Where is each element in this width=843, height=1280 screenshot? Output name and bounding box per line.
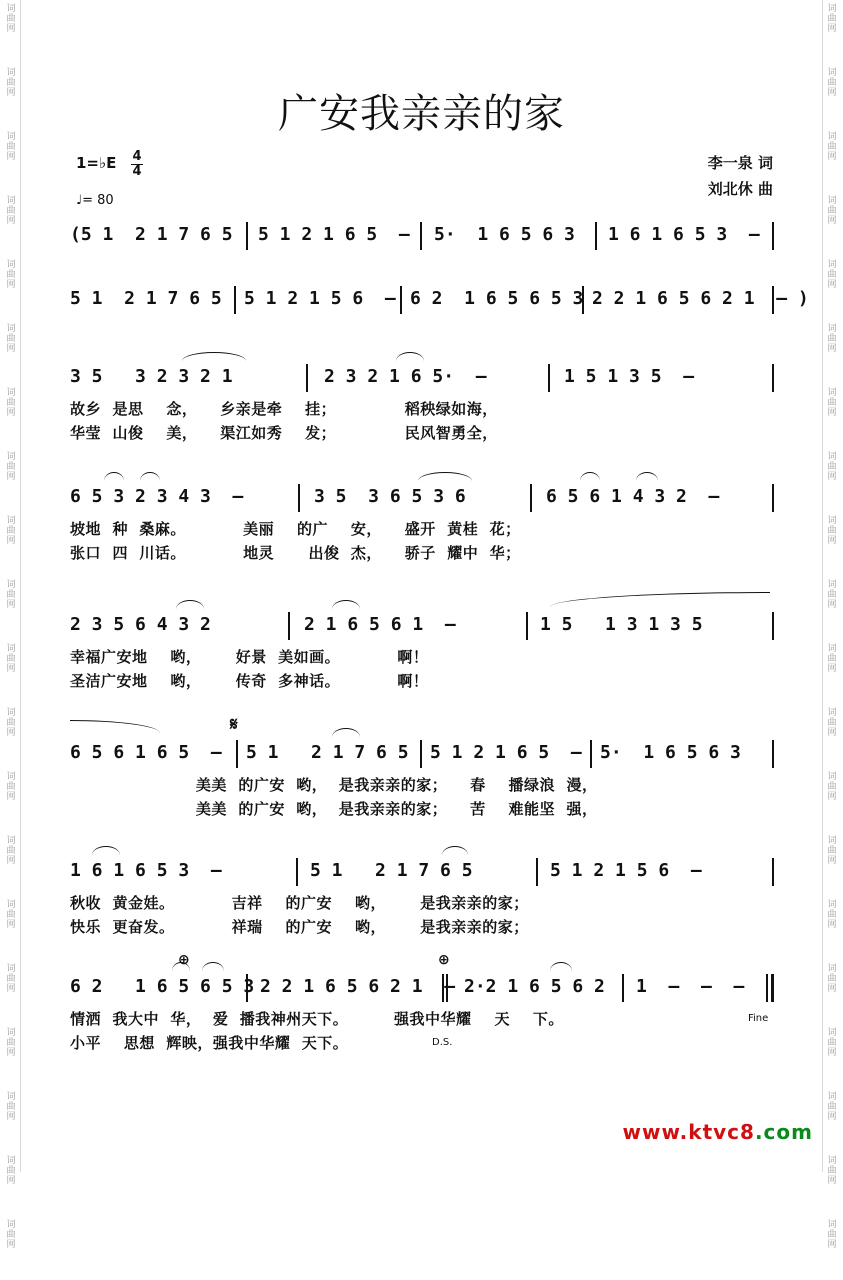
song-title: 广安我亲亲的家 [278,91,565,137]
lyric-line-1: 故乡 是思 念， 乡亲是牵 挂； 稻秧绿如海， [70,400,498,418]
watermark-right: 词 曲 网 词 曲 网 词 曲 网 词 曲 网 词 曲 网 词 曲 网 词 曲 网 词 曲 网 词 曲 网 词 曲 网 词 曲 网 词 曲 网 词 曲 网 词 曲 网 词 曲 网 词 曲 网 词 曲 网 词 曲 网 词 曲 网 词 曲 网 [827,4,837,1250]
measure: 5 1 2 1 7 6 5 [246,742,409,763]
tempo-marking: ♩= 80 [76,193,114,208]
measure: 2 1 6 5 6 1 — [304,614,456,635]
measure: 1 5 1 3 1 3 5 [540,614,703,635]
measure: 1 — — — [636,976,745,997]
lyric-line-2: 华莹 山俊 美， 渠江如秀 发； 民风智勇全， [70,424,498,442]
divider-right [822,0,823,1172]
measure: 1 6 1 6 5 3 — [70,860,222,881]
measure: 1 5 1 3 5 — [564,366,695,387]
coda-sign: ⊕ [438,952,450,968]
measure: 5 1 2 1 6 5 — [430,742,582,763]
fine-marking: Fine [748,1013,769,1024]
measure: 5 1 2 1 6 5 — [258,224,410,245]
measure: 6 2 1 6 5 6 5 3 [70,976,255,997]
measure: 2 3 2 1 6 5· — [324,366,487,387]
score-row [70,288,809,314]
key-signature: 1=♭E [76,154,117,172]
composer-credit: 刘北休 曲 [707,180,773,198]
measure: 1 6 1 6 5 3 — [608,224,760,245]
measure: 5 1 2 1 7 6 5 [310,860,473,881]
measure: 5· 1 6 5 6 3 [600,742,741,763]
measure: 5 1 2 1 5 6 — [244,288,396,309]
score-row [70,486,774,512]
measure: 5 1 2 1 5 6 — [550,860,702,881]
measure: 3 5 3 6 5 3 6 [314,486,466,507]
lyric-line-2: 快乐 更奋发。 祥瑞 的广安 哟， 是我亲亲的家； [70,918,529,936]
measure: 5 1 2 1 7 6 5 [70,288,222,309]
measure: 6 5 6 1 6 5 — [70,742,222,763]
measure: 3 5 3 2 3 2 1 [70,366,233,387]
coda-sign: ⊕ [178,952,190,968]
lyric-line-1: 情洒 我大中 华， 爱 播我神州天下。 强我中华耀 天 下。 [70,1010,564,1028]
score-row [70,742,774,768]
score-row [70,976,774,1002]
measure: 2 2 1 6 5 6 2 1 — ) [592,288,809,309]
measure: 2 2 1 6 5 6 2 1 — [260,976,456,997]
score-row [70,860,774,886]
watermark-left: 词 曲 网 词 曲 网 词 曲 网 词 曲 网 词 曲 网 词 曲 网 词 曲 网 词 曲 网 词 曲 网 词 曲 网 词 曲 网 词 曲 网 词 曲 网 词 曲 网 词 曲 网 词 曲 网 词 曲 网 词 曲 网 词 曲 网 词 曲 网 [6,4,16,1250]
measure: 5· 1 6 5 6 3 [434,224,575,245]
measure: 2 3 5 6 4 3 2 [70,614,211,635]
measure: 6 5 6 1 4 3 2 — [546,486,720,507]
measure: (5 1 2 1 7 6 5 [70,224,233,245]
lyric-line-1: 美美 的广安 哟， 是我亲亲的家； 春 播绿浪 漫， [70,776,598,794]
site-logo: www.ktvc8.com [622,1120,813,1144]
segno-sign: 𝄋 [230,714,238,735]
score-row [70,614,774,640]
divider-left [20,0,21,1172]
lyric-line-2: 张口 四 川话。 地灵 出俊 杰， 骄子 耀中 华； [70,544,521,562]
lyric-line-1: 秋收 黄金娃。 吉祥 的广安 哟， 是我亲亲的家； [70,894,529,912]
measure: 6 2 1 6 5 6 5 3 [410,288,584,309]
lyricist-credit: 李一泉 词 [707,154,773,172]
lyric-line-2: 小平 思想 辉映，强我中华耀 天下。 [70,1034,349,1052]
measure: 2·2 1 6 5 6 2 [464,976,605,997]
lyric-line-2: 圣洁广安地 哟， 传奇 多神话。 啊！ [70,672,429,690]
time-signature: 4 4 [132,149,142,179]
lyric-line-1: 幸福广安地 哟， 好景 美如画。 啊！ [70,648,429,666]
lyric-line-1: 坡地 种 桑麻。 美丽 的广 安， 盛开 黄桂 花； [70,520,521,538]
lyric-line-2: 美美 的广安 哟， 是我亲亲的家； 苦 难能坚 强， [70,800,598,818]
score-row [70,366,774,392]
measure: 6 5 3 2 3 4 3 — [70,486,244,507]
ds-marking: D.S. [432,1037,453,1048]
score-row [70,224,774,250]
